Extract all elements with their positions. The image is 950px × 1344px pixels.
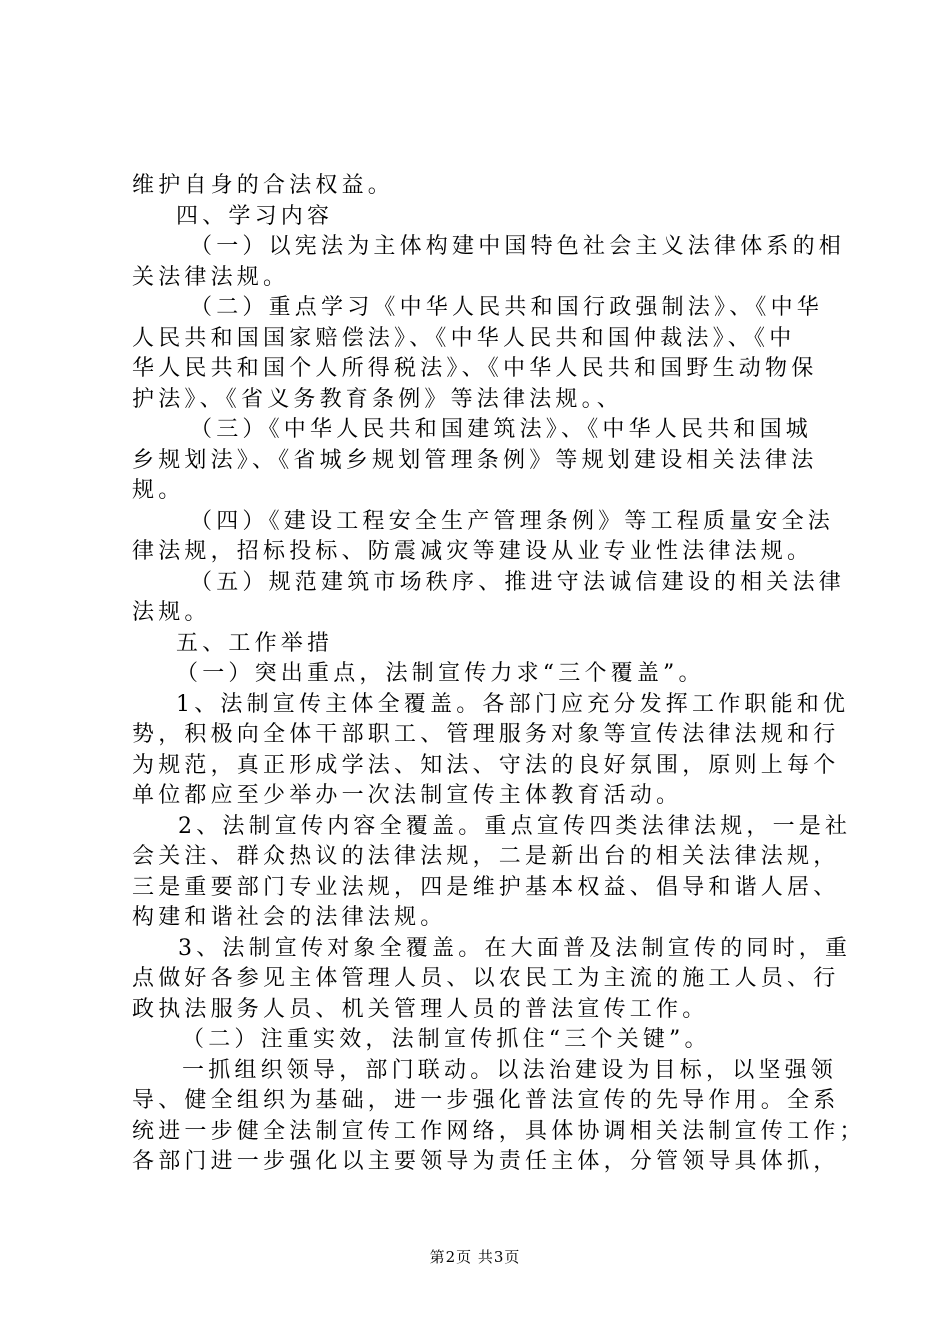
text-line: （四）《建设工程安全生产管理条例》等工程质量安全法 [190,508,835,534]
text-line: 3、法制宣传对象全覆盖。在大面普及法制宣传的同时，重 [178,935,852,961]
text-line: 统进一步健全法制宣传工作网络，具体协调相关法制宣传工作； [132,1118,866,1144]
text-line: 人民共和国国家赔偿法》、《中华人民共和国仲裁法》、《中 [132,325,796,351]
text-line: 为规范，真正形成学法、知法、守法的良好氛围，原则上每个 [132,752,840,778]
text-line: （一）突出重点，法制宣传力求“三个覆盖”。 [176,661,705,686]
text-line: 政执法服务人员、机关管理人员的普法宣传工作。 [132,996,709,1022]
text-line: 关法律法规。 [132,264,290,290]
text-line: 规。 [132,478,185,503]
text-line: 各部门进一步强化以主要领导为责任主体，分管领导具体抓， [132,1149,840,1174]
text-line: 律法规，招标投标、防震减灾等建设从业专业性法律法规。 [132,539,814,564]
text-line: （一）以宪法为主体构建中国特色社会主义法律体系的相 [190,234,846,259]
text-line: 势，积极向全体干部职工、管理服务对象等宣传法律法规和行 [132,722,840,747]
text-line: 一抓组织领导，部门联动。以法治建设为目标，以坚强领 [182,1057,838,1083]
text-line: 会关注、群众热议的法律法规，二是新出台的相关法律法规， [132,844,840,869]
text-line: 四、学习内容 [176,203,334,229]
text-line: 乡规划法》、《省城乡规划管理条例》等规划建设相关法律法 [132,447,818,473]
text-line: （三）《中华人民共和国建筑法》、《中华人民共和国城 [190,417,813,442]
page-footer: 第2页 共3页 [429,1248,521,1266]
text-line: 点做好各参见主体管理人员、以农民工为主流的施工人员、行 [132,966,840,991]
text-line: 三是重要部门专业法规，四是维护基本权益、倡导和谐人居、 [132,874,840,900]
text-line: 导、健全组织为基础，进一步强化普法宣传的先导作用。全系 [132,1088,840,1113]
text-line: （二）重点学习《中华人民共和国行政强制法》、《中华 [190,295,824,320]
document-body [132,171,866,1178]
text-line: 维护自身的合法权益。 [132,173,395,198]
text-line: （二）注重实效，法制宣传抓住“三个关键”。 [182,1027,711,1052]
text-line: 法规。 [132,600,211,625]
text-line: 护法》、《省义务教育条例》等法律法规。、 [132,386,624,412]
text-line: （五）规范建筑市场秩序、推进守法诚信建设的相关法律 [190,569,846,595]
text-line: 五、工作举措 [176,630,334,656]
text-line: 单位都应至少举办一次法制宣传主体教育活动。 [132,783,683,808]
text-line: 华人民共和国个人所得税法》、《中华人民共和国野生动物保 [132,356,818,381]
text-line: 构建和谐社会的法律法规。 [132,905,447,930]
text-line: 2、法制宣传内容全覆盖。重点宣传四类法律法规，一是社 [178,813,852,839]
text-line: 1、法制宣传主体全覆盖。各部门应充分发挥工作职能和优 [176,691,850,717]
